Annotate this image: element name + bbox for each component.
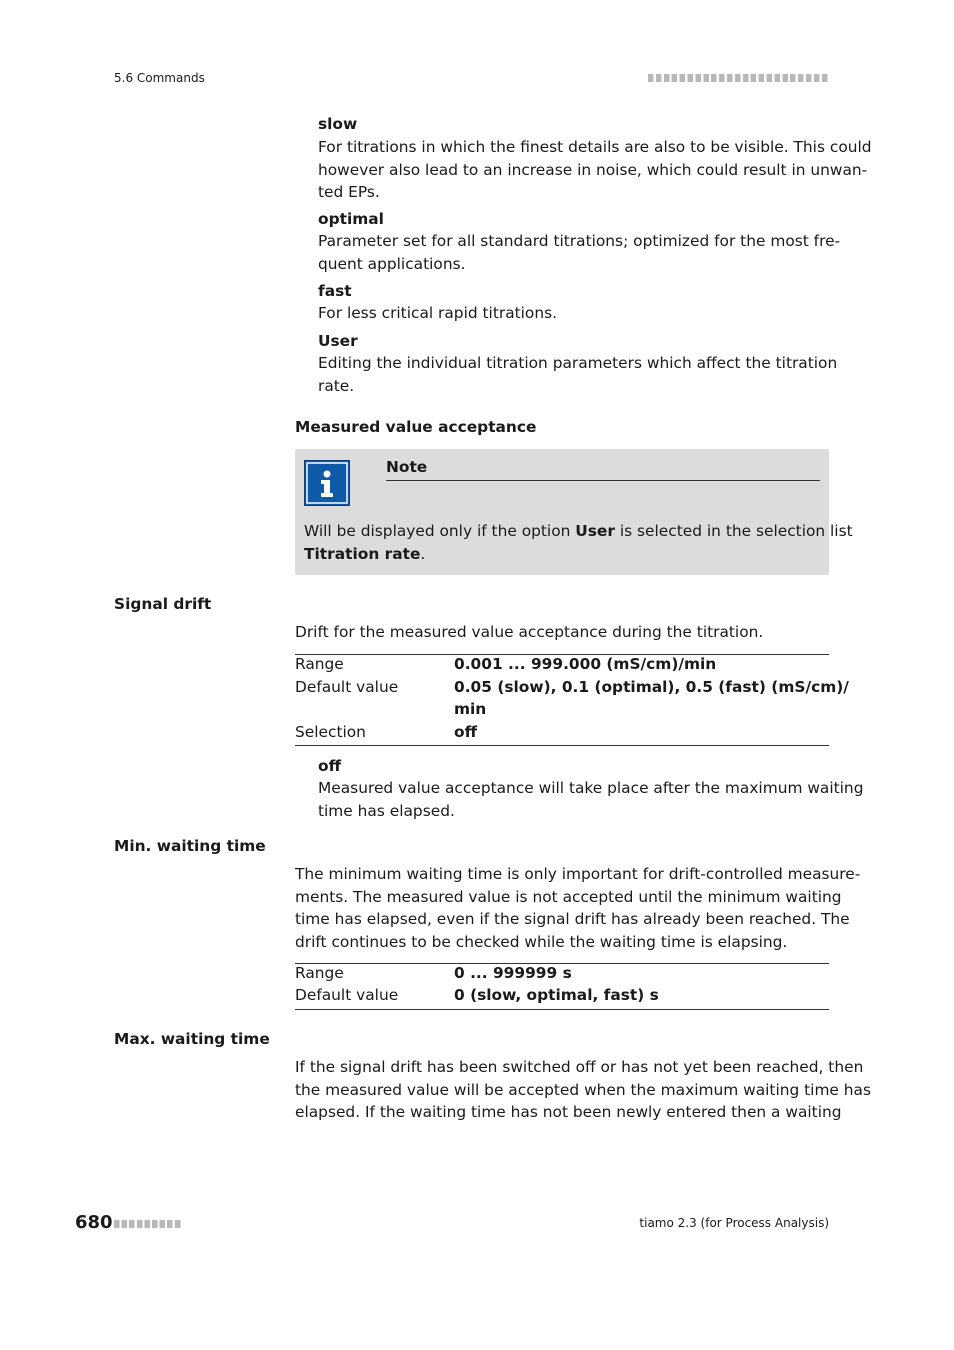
option-term-user: User (318, 332, 358, 350)
text-line: For less critical rapid titrations. (318, 304, 558, 322)
section-heading-measured-value: Measured value acceptance (295, 418, 537, 436)
max-waiting-description (295, 1056, 871, 1124)
parameter-label-max-waiting: Max. waiting time (114, 1030, 270, 1048)
text-line: rate. (318, 376, 355, 395)
page-number: 680 (75, 1212, 113, 1233)
table-rule-bottom (295, 1009, 829, 1010)
text-line: elapsed. If the waiting time has not been newly entered then a waiting (295, 1103, 842, 1121)
note-title: Note (386, 458, 428, 476)
table-value-selection: off (454, 723, 478, 741)
text-line: The minimum waiting time is only important for drift-controlled measure- (295, 865, 861, 883)
option-term-fast: fast (318, 282, 352, 300)
text-line: Editing the individual titration parameters which affect the titration (318, 354, 838, 372)
text-line: time has elapsed. (318, 801, 455, 820)
note-divider (386, 480, 820, 481)
text-line: however also lead to an increase in noise, which could result in unwan- (318, 160, 868, 179)
text-line: For titrations in which the finest details are also to be visible. This could (318, 138, 872, 156)
parameter-label-signal-drift: Signal drift (114, 595, 212, 613)
signal-drift-description: Drift for the measured value acceptance during the titration. (295, 623, 764, 641)
running-header-section: 5.6 Commands (114, 71, 205, 85)
table-value-range: 0.001 ... 999.000 (mS/cm)/min (454, 655, 717, 673)
table-rule-bottom (295, 745, 829, 746)
note-text (304, 520, 853, 565)
text-line: If the signal drift has been switched off or has not yet been reached, then (295, 1058, 864, 1076)
text-span: . (420, 544, 426, 563)
note-line-1 (304, 520, 853, 543)
table-label-default: Default value (295, 678, 399, 696)
text-span-bold: Titration rate (304, 544, 421, 563)
text-line: quent applications. (318, 254, 466, 273)
option-term-optimal: optimal (318, 210, 384, 228)
option-term-off: off (318, 757, 342, 775)
text-line: drift continues to be checked while the waiting time is elapsing. (295, 932, 788, 951)
table-value-default-2: min (454, 700, 487, 718)
table-value-default: 0 (slow, optimal, fast) s (454, 986, 659, 1004)
footer-decoration (114, 1220, 182, 1228)
text-span: Will be displayed only if the option (304, 522, 576, 540)
parameter-label-min-waiting: Min. waiting time (114, 837, 266, 855)
option-desc-slow (318, 136, 872, 204)
table-value-default-1: 0.05 (slow), 0.1 (optimal), 0.5 (fast) (mS/cm)/ (454, 678, 849, 696)
text-line: the measured value will be accepted when the maximum waiting time has (295, 1080, 871, 1099)
min-waiting-description (295, 863, 860, 953)
text-line: time has elapsed, even if the signal drift has already been reached. The (295, 910, 850, 928)
table-label-range: Range (295, 655, 344, 673)
option-desc-optimal (318, 230, 840, 275)
info-icon (304, 460, 350, 506)
option-term-slow: slow (318, 115, 358, 133)
table-label-default: Default value (295, 986, 399, 1004)
table-label-selection: Selection (295, 723, 366, 741)
text-span: is selected in the selection list (614, 522, 853, 540)
text-line: Parameter set for all standard titrations; optimized for the most fre- (318, 232, 841, 250)
footer-product: tiamo 2.3 (for Process Analysis) (639, 1216, 829, 1230)
note-line-2 (304, 543, 853, 566)
option-desc-off (318, 777, 863, 822)
table-value-range: 0 ... 999999 s (454, 964, 572, 982)
text-line: ted EPs. (318, 183, 380, 201)
table-label-range: Range (295, 964, 344, 982)
text-line: ments. The measured value is not accepted until the minimum waiting (295, 887, 842, 906)
text-span-bold: User (575, 522, 615, 540)
text-line: Measured value acceptance will take place after the maximum waiting (318, 779, 864, 797)
header-decoration (648, 74, 829, 82)
option-desc-fast (318, 302, 557, 325)
option-desc-user (318, 352, 837, 397)
